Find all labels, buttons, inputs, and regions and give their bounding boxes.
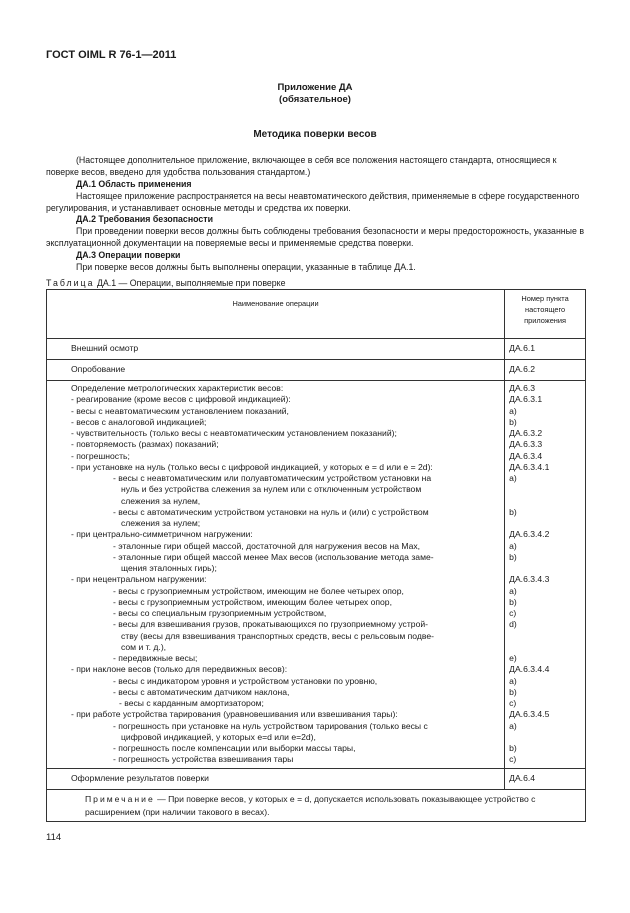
clause-number: b) (509, 551, 517, 562)
section-heading: ДА.1 Область применения (76, 179, 192, 189)
operation-line: Опробование (71, 364, 126, 374)
section-paragraph: При поверке весов должны быть выполнены операции, указанные в таблице ДА.1. (76, 262, 416, 272)
clause-number: ДА.6.1 (509, 343, 536, 353)
clause-number: a) (509, 675, 517, 686)
clause-cell (505, 768, 586, 789)
operation-line: ству (весы для взвешивания транспортных средств, весы с рельсовым подве- (121, 630, 435, 641)
clause-cell (505, 339, 586, 360)
section-heading: ДА.3 Операции поверки (76, 250, 181, 260)
operation-line: - погрешность; (71, 450, 130, 461)
clause-number: ДА.6.4 (509, 772, 536, 783)
clause-number: ДА.6.3.2 (509, 428, 543, 438)
clause-number: ДА.6.3.4.2 (509, 529, 550, 540)
clause-number: ДА.6.3.4.4 (509, 664, 550, 675)
clause-number (509, 484, 583, 495)
clause-number: ДА.6.3.3 (509, 439, 543, 450)
clause-number: a) (509, 473, 517, 483)
operation-line: - эталонные гири общей массой, достаточной для нагружения весов на Max, (113, 540, 421, 551)
operation-line: - при работе устройства тарирования (уравновешивания или взвешивания тары): (71, 709, 398, 720)
clause-number: b) (509, 596, 517, 607)
operation-line: цифровой индикацией, у которых e=d или e=2d), (121, 731, 316, 742)
operation-line: - передвижные весы; (113, 653, 198, 663)
operation-cell (47, 768, 505, 789)
operation-line: - весов с аналоговой индикацией; (71, 416, 207, 427)
operations-table (46, 289, 586, 822)
operation-line: - погрешность после компенсации или выборки массы тары, (113, 743, 356, 753)
clause-number: b) (509, 686, 517, 697)
clause-number (509, 631, 583, 642)
table-row (47, 381, 586, 769)
clause-number: e) (509, 653, 517, 663)
column-header-clause-line: настоящего (525, 305, 566, 314)
operation-line: - весы с грузоприемным устройством, имеющим не более четырех опор, (113, 585, 404, 596)
operation-line: - при центрально-симметричном нагружении: (71, 529, 253, 540)
clause-number: ДА.6.3.4.5 (509, 709, 550, 720)
appendix-status: (обязательное) (279, 94, 351, 105)
operation-line: - погрешность при установке на нуль устройством тарирования (только весы с (113, 720, 428, 731)
table-row (47, 339, 586, 360)
table-caption (46, 278, 286, 288)
operation-line: слежения за нулем, (121, 495, 201, 506)
table-header-row (47, 290, 586, 339)
operation-line: - при нецентральном нагружении: (71, 574, 207, 585)
table-caption-text: ДА.1 — Операции, выполняемые при поверке (96, 278, 286, 288)
operation-cell (47, 339, 505, 360)
operation-line: Оформление результатов поверки (71, 772, 209, 783)
operation-line: - весы со специальным грузоприемным устройством, (113, 608, 327, 618)
table-row (47, 360, 586, 381)
operation-line: - весы с неавтоматическим установлением показаний, (71, 405, 289, 416)
column-header-clause (505, 290, 586, 339)
section-heading: ДА.2 Требования безопасности (76, 214, 214, 224)
operation-line: - весы с индикатором уровня и устройством установки по уровню, (113, 675, 378, 686)
clause-cell (505, 381, 586, 769)
operation-line: Внешний осмотр (71, 343, 139, 353)
clause-number: ДА.6.3.4.3 (509, 574, 550, 585)
operation-line: Определение метрологических характеристик весов: (71, 383, 284, 393)
operation-line: нуль и без устройства слежения за нулем или с отключенным устройством (121, 484, 422, 495)
operation-line: - весы с карданным амортизатором; (119, 698, 264, 708)
clause-number: b) (509, 506, 517, 517)
table-note (47, 789, 586, 821)
standard-header: ГОСТ OIML R 76-1—2011 (46, 49, 177, 61)
clause-number: c) (509, 754, 517, 765)
clause-number: a) (509, 720, 517, 731)
column-header-operation: Наименование операции (47, 290, 505, 339)
operation-line: - весы с грузоприемным устройством, имеющим более четырех опор, (113, 596, 392, 607)
appendix-title: Приложение ДА (277, 82, 353, 93)
clause-number: ДА.6.3.4 (509, 450, 543, 461)
operation-line: - весы с автоматическим устройством установки на нуль и (или) с устройством (113, 506, 429, 517)
column-header-clause-line: приложения (524, 316, 567, 325)
clause-number: c) (509, 698, 517, 708)
clause-number (509, 563, 583, 574)
clause-number (509, 518, 583, 529)
clause-cell (505, 360, 586, 381)
operation-line: - чувствительность (только весы с неавтоматическим установлением показаний); (71, 428, 397, 438)
clause-number: b) (509, 743, 517, 753)
operation-line: - эталонные гири общей массой менее Max весов (использование метода заме- (113, 551, 434, 562)
operation-cell (47, 381, 505, 769)
operation-cell (47, 360, 505, 381)
operation-line: - весы с неавтоматическим или полуавтоматическим устройством установки на (113, 473, 432, 483)
column-header-clause-line: Номер пункта (521, 294, 569, 303)
section-paragraph: При проведении поверки весов должны быть соблюдены требования безопасности и меры предосторожность, указанные в эксплуатационной документации на поверяемые весы и применяемые средства поверки. (46, 226, 584, 248)
table-row (47, 768, 586, 789)
clause-number: a) (509, 585, 517, 596)
clause-number: c) (509, 608, 517, 618)
clause-number: a) (509, 405, 517, 416)
clause-number (509, 496, 583, 507)
clause-number: d) (509, 619, 517, 630)
operation-line: щения эталонных гирь); (121, 563, 217, 573)
clause-number: ДА.6.3 (509, 383, 536, 393)
operation-line: сом и т. д.), (121, 641, 167, 652)
page-number: 114 (46, 832, 62, 843)
clause-number: ДА.6.3.4.1 (509, 461, 550, 472)
table-note-row (47, 789, 586, 821)
note-text: — При поверке весов, у которых e = d, допускается использовать показывающее устройство с расширением (при наличии такового в весах). (85, 793, 536, 817)
clause-number: a) (509, 540, 517, 551)
operation-line: - весы для взвешивания грузов, прокатывающихся по грузоприемному устрой- (113, 619, 429, 630)
operation-line: - повторяемость (размах) показаний; (71, 439, 219, 450)
operation-line: - при наклоне весов (только для передвижных весов): (71, 664, 288, 675)
clause-number (509, 642, 583, 653)
clause-number: b) (509, 416, 517, 427)
operation-line: слежения за нулем; (121, 518, 201, 528)
operation-line: - погрешность устройства взвешивания тары (113, 754, 294, 765)
section-paragraph: Настоящее приложение распространяется на весы неавтоматического действия, применяемые в сфере государственного регулирования, и устанавливает основные методы и средства их поверки. (46, 191, 580, 213)
clause-number: ДА.6.2 (509, 364, 536, 374)
table-caption-label: Таблица (46, 278, 95, 288)
note-label: Примечание (85, 793, 155, 804)
intro-paragraph: (Настоящее дополнительное приложение, включающее в себя все положения настоящего стандарта, относящиеся к поверке весов, введено для удобства пользования стандартом.) (46, 155, 557, 177)
clause-number: ДА.6.3.1 (509, 394, 543, 405)
clause-number (509, 732, 583, 743)
operation-line: - при установке на нуль (только весы с цифровой индикацией, у которых e = d или e = 2d): (71, 461, 433, 472)
operation-line: - реагирование (кроме весов с цифровой индикацией): (71, 394, 291, 405)
section-title: Методика поверки весов (253, 129, 377, 140)
operation-line: - весы с автоматическим датчиком наклона, (113, 686, 290, 697)
